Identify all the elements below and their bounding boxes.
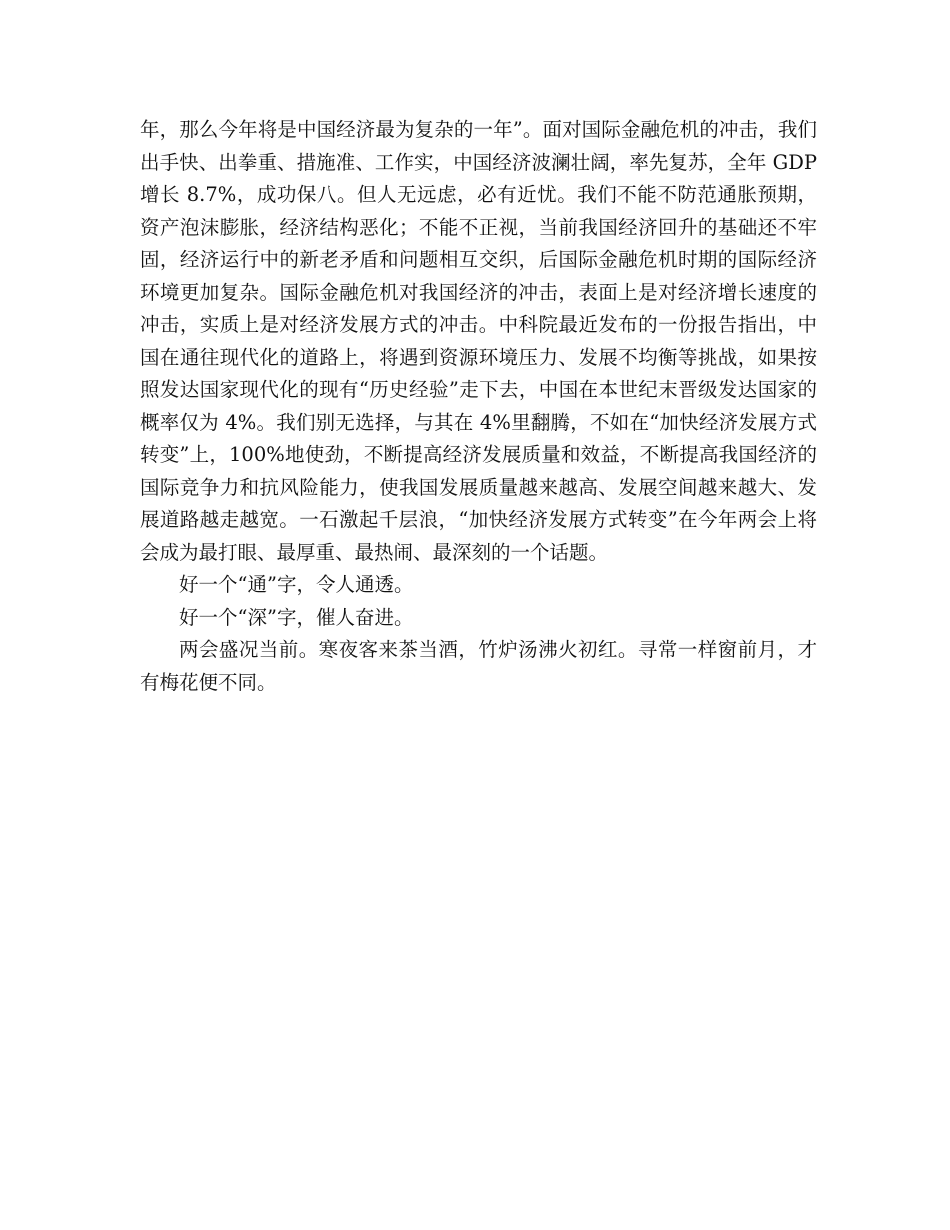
body-text xyxy=(140,114,817,699)
paragraph-continuation: 年，那么今年将是中国经济最为复杂的一年”。面对国际金融危机的冲击，我们出手快、出拳重、措施准、工作实，中国经济波澜壮阔，率先复苏，全年 GDP 增长 8.7%，成功保八。但人无远虑，必有近忧。我们不能不防范通胀预期，资产泡沫膨胀，经济结构恶化；不能不正视，当前我国经济回升的基础还不牢固，经济运行中的新老矛盾和问题相互交织，后国际金融危机时期的国际经济环境更加复杂。国际金融危机对我国经济的冲击，表面上是对经济增长速度的冲击，实质上是对经济发展方式的冲击。中科院最近发布的一份报告指出，中国在通往现代化的道路上，将遇到资源环境压力、发展不均衡等挑战，如果按照发达国家现代化的现有“历史经验”走下去，中国在本世纪末晋级发达国家的概率仅为 4%。我们别无选择，与其在 4%里翻腾，不如在“加快经济发展方式转变”上，100%地使劲，不断提高经济发展质量和效益，不断提高我国经济的国际竞争力和抗风险能力，使我国发展质量越来越高、发展空间越来越大、发展道路越走越宽。一石激起千层浪，“加快经济发展方式转变”在今年两会上将会成为最打眼、最厚重、最热闹、最深刻的一个话题。 xyxy=(140,118,817,564)
paragraph-closing: 两会盛况当前。寒夜客来茶当酒，竹炉汤沸火初红。寻常一样窗前月，才有梅花便不同。 xyxy=(140,638,817,694)
paragraph-tong: 好一个“通”字，令人通透。 xyxy=(179,573,414,596)
paragraph-shen: 好一个“深”字，催人奋进。 xyxy=(179,605,414,629)
